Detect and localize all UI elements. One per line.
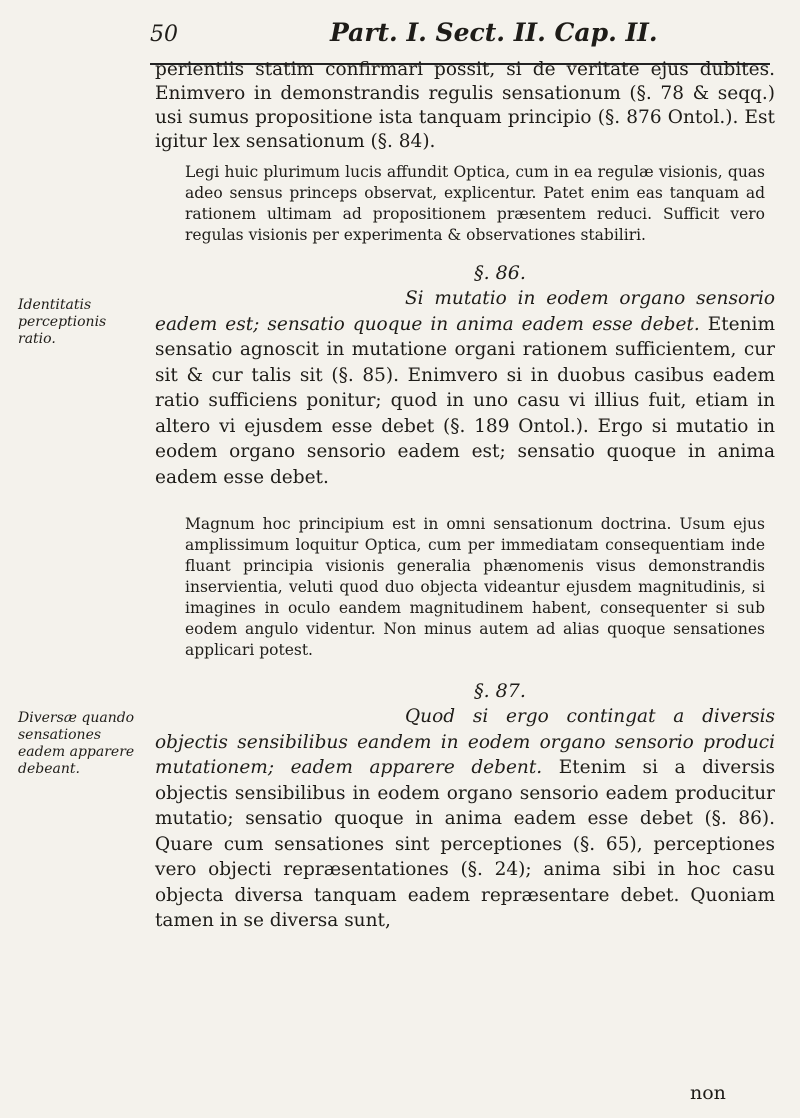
running-head: Part. I. Sect. II. Cap. II. — [330, 18, 658, 47]
section-87-text: Etenim si a diversis objectis sensibilibus in eodem organo sensorio eadem producitur mutatio; sensatio quoque in anima eadem esse debet (§. 86). Quare cum sensationes sint perceptiones (§. 65), perceptiones vero objecti repræsentationes (§. 24); anima sibi in hoc casu objecta diversa tanquam eadem repræsentare debet. Quoniam tamen in se diversa sunt, — [155, 757, 775, 931]
note-1: Legi huic plurimum lucis affundit Optica, cum in ea regulæ visionis, quas adeo sensus princeps observat, explicentur. Patet enim eas tanquam ad rationem ultimam ad propositionem præsentem reduci. Sufficit vero regulas visionis per experimenta & observationes stabiliri. — [185, 163, 765, 244]
section-86-heading: §. 86. — [474, 262, 526, 284]
margin-note-87: Diversæ quando sensationes eadem apparere debeant. — [18, 710, 135, 777]
note-86: Magnum hoc principium est in omni sensationum doctrina. Usum ejus amplissimum loquitur Optica, cum per immediatam consequentiam inde fluant principia visionis generalia phænomenis visus demonstrandis inservientia, veluti quod duo objecta videantur ejusdem magnitudinis, si imagines in oculo eandem magnitudinem habent, consequenter si sub eodem angulo videntur. Non minus autem ad alias quoque sensationes applicari potest. — [185, 515, 765, 659]
section-87-thesis: Quod si ergo contingat a diversis objectis sensibilibus eandem in eodem organo sensorio produci mutationem; eadem apparere debent. — [155, 706, 775, 778]
page-number: 50 — [150, 22, 178, 47]
section-87-body — [155, 704, 775, 934]
section-87-heading: §. 87. — [474, 680, 526, 702]
margin-note-86: Identitatis perceptionis ratio. — [18, 297, 107, 347]
section-86-body — [155, 286, 775, 490]
paragraph-1: perientiis statim confirmari possit, si de veritate ejus dubites. Enimvero in demonstrandis regulis sensationum (§. 78 & seqq.) usi sumus propositione ista tanquam principio (§. 876 Ontol.). Est igitur lex sensationum (§. 84). — [155, 59, 775, 152]
section-86-text: Etenim sensatio agnoscit in mutatione organi rationem sufficientem, cur sit & cur talis sit (§. 85). Enimvero si in duobus casibus eadem ratio sufficiens ponitur; quod in uno casu vi illius fuit, etiam in altero vi ejusdem esse debet (§. 189 Ontol.). Ergo si mutatio in eodem organo sensorio eadem est; sensatio quoque in anima eadem esse debet. — [155, 313, 775, 488]
catchword: non — [690, 1082, 726, 1104]
section-86-thesis: Si mutatio in eodem organo sensorio eadem est; sensatio quoque in anima eadem esse debet. — [155, 288, 775, 335]
page-header — [150, 18, 770, 58]
